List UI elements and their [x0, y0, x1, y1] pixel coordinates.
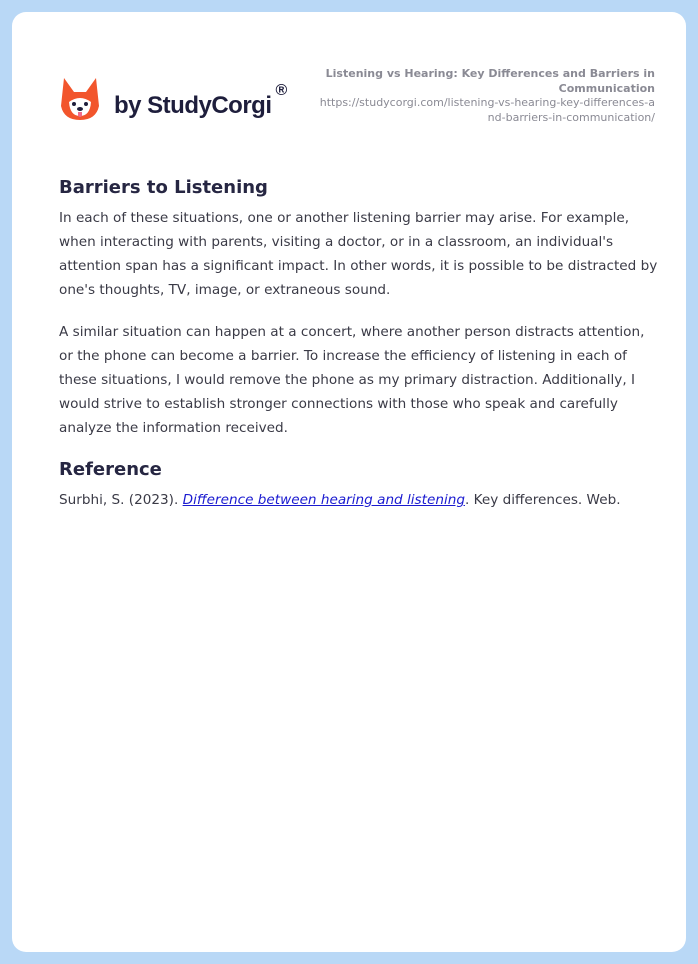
content [59, 176, 659, 530]
reference-entry: Surbhi, S. (2023). Difference between hearing and listening. Key differences. Web. [59, 492, 621, 508]
document-title: Listening vs Hearing: Key Differences and Barriers in Communication [325, 67, 655, 95]
section-heading: Barriers to Listening [59, 177, 268, 198]
page [12, 12, 686, 952]
brand-name: by StudyCorgi® [114, 82, 287, 119]
reference-heading: Reference [59, 459, 162, 480]
paragraph: In each of these situations, one or another listening barrier may arise. For example, when interacting with parents, visiting a doctor, or in a classroom, an individual's attention span has a significant impact. In other words, it is possible to be distracted by one's thoughts, TV, image, or extraneous sound. [59, 210, 658, 298]
corgi-logo-icon [60, 76, 100, 122]
logo[interactable] [60, 76, 287, 122]
document-url[interactable]: https://studycorgi.com/listening-vs-hearing-key-differences-and-barriers-in-communication/ [319, 96, 655, 124]
document-meta [315, 67, 655, 125]
paragraph: A similar situation can happen at a concert, where another person distracts attention, or the phone can become a barrier. To increase the efficiency of listening in each of these situations, I would remove the phone as my primary distraction. Additionally, I would strive to establish stronger connections with those who speak and carefully analyze the information received. [59, 324, 645, 436]
reference-link[interactable]: Difference between hearing and listening [182, 492, 465, 508]
